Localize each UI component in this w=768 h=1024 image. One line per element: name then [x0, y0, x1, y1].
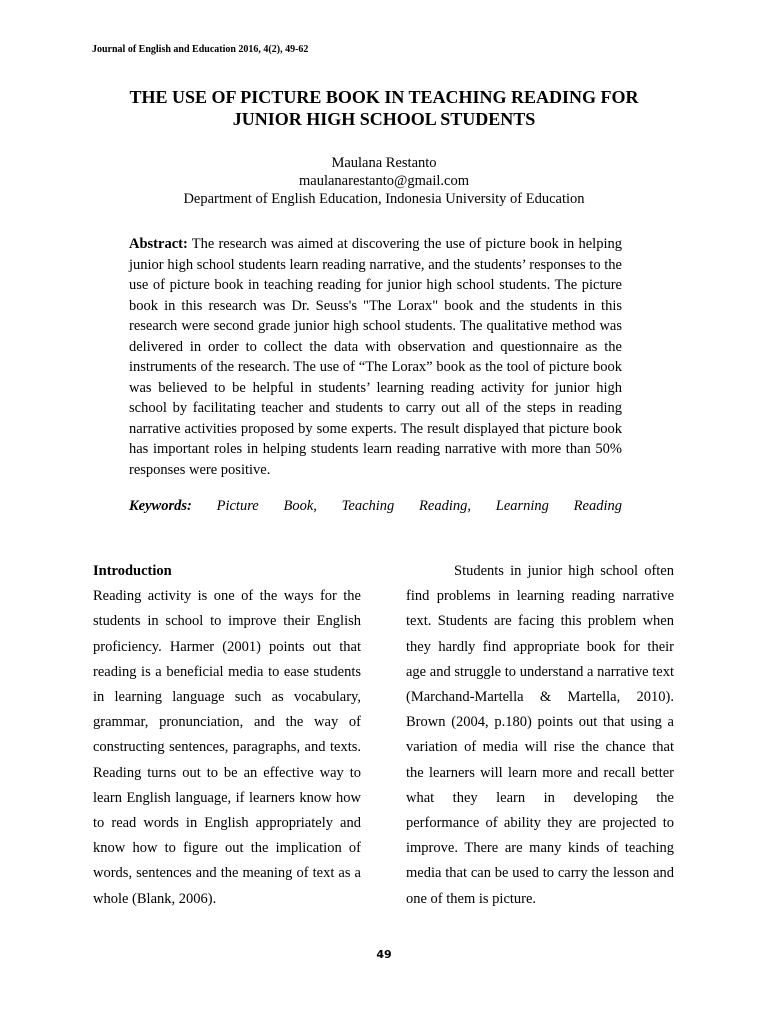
title-line-1: THE USE OF PICTURE BOOK IN TEACHING READING FOR — [129, 87, 639, 107]
page-number: 49 — [376, 948, 392, 961]
keyword: Book, — [283, 498, 317, 514]
introduction-paragraph: Reading activity is one of the ways for the students in school to improve their English proficiency. Harmer (2001) points out that reading is a beneficial media to ease students in learning language such as vocabulary, grammar, pronunciation, and the way of constructing sentences, paragraphs, and texts. Reading turns out to be an effective way to learn English language, if learners know how to read words in English appropriately and know how to figure out the implication of words, sentences and the meaning of text as a whole (Blank, 2006). — [93, 588, 361, 907]
introduction-heading: Introduction — [93, 563, 172, 579]
keyword: Reading — [573, 498, 622, 514]
right-column — [406, 559, 674, 912]
author-name: Maulana Restanto — [331, 155, 437, 171]
author-block — [60, 154, 708, 208]
keywords-label: Keywords: — [129, 498, 192, 514]
left-column — [93, 559, 361, 912]
keyword: Learning — [495, 498, 549, 514]
paper-title — [60, 86, 708, 130]
right-paragraph: Students in junior high school often find problems in learning reading narrative text. Students are facing this problem when they hardly find appropriate book for their age and struggle to understand a narrative text (Marchand-Martella & Martella, 2010). Brown (2004, p.180) points out that using a variation of media will rise the chance that the learners will learn more and recall better what they learn in developing the performance of ability they are projected to improve. There are many kinds of teaching media that can be used to carry the lesson and one of them is picture. — [406, 563, 674, 907]
author-affiliation: Department of English Education, Indonesia University of Education — [183, 191, 585, 207]
author-email: maulanarestanto@gmail.com — [299, 173, 469, 189]
journal-header: Journal of English and Education 2016, 4(2), 49-62 — [92, 44, 309, 55]
abstract-label: Abstract: — [129, 236, 188, 252]
abstract — [129, 234, 622, 480]
title-line-2: JUNIOR HIGH SCHOOL STUDENTS — [232, 109, 536, 129]
keyword: Teaching — [341, 498, 395, 514]
abstract-text: The research was aimed at discovering the use of picture book in helping junior high school students learn reading narrative, and the students’ responses to the use of picture book in teaching reading for junior high school students. The picture book in this research was Dr. Seuss's "The Lorax" book and the students in this research were second grade junior high school students. The qualitative method was delivered in order to collect the data with observation and questionnaire as the instruments of the research. The use of “The Lorax” book as the tool of picture book was believed to be helpful in students’ learning reading activity for junior high school by facilitating teacher and students to carry out all of the steps in reading narrative activities proposed by some experts. The result displayed that picture book has important roles in helping students learn reading narrative with more than 50% responses were positive. — [129, 236, 622, 478]
keyword: Picture — [216, 498, 259, 514]
keywords — [129, 498, 622, 515]
keyword: Reading, — [419, 498, 471, 514]
